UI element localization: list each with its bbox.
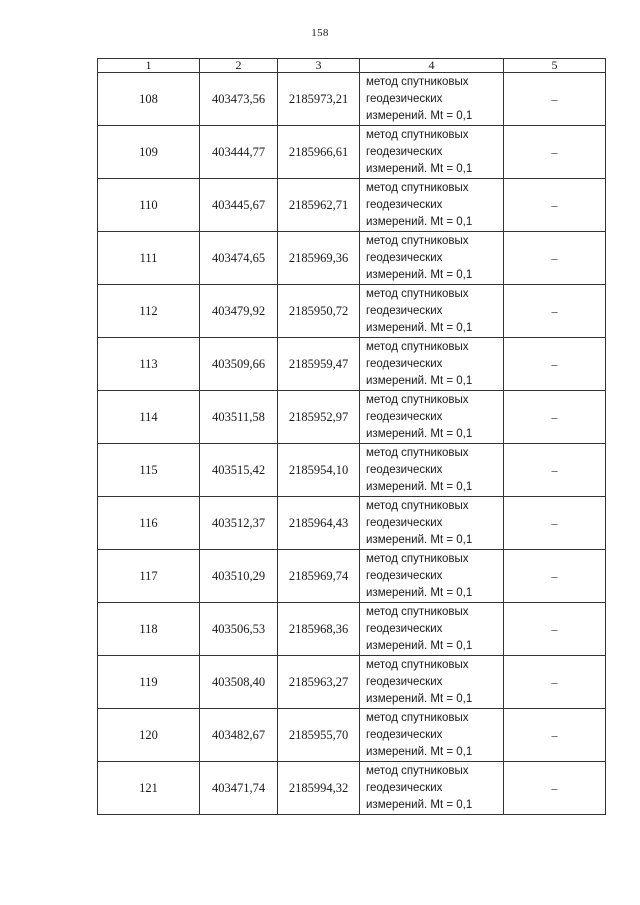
table-row: [98, 709, 606, 762]
table-row: [98, 444, 606, 497]
method-line: измерений. Mt = 0,1: [366, 586, 473, 599]
method-line: геодезических: [366, 145, 443, 158]
method-line: геодезических: [366, 675, 443, 688]
method-line: метод спутниковых: [366, 128, 469, 141]
y-coordinate-cell: 2185973,21: [278, 73, 360, 126]
header-row: [98, 59, 606, 73]
y-coordinate-cell: 2185950,72: [278, 285, 360, 338]
method-cell: [360, 709, 504, 762]
note-cell: –: [504, 232, 606, 285]
y-coordinate-cell: 2185964,43: [278, 497, 360, 550]
method-cell: [360, 762, 504, 815]
point-number-cell: 109: [98, 126, 200, 179]
method-line: метод спутниковых: [366, 605, 469, 618]
x-coordinate-cell: 403515,42: [200, 444, 278, 497]
note-cell: –: [504, 338, 606, 391]
note-cell: –: [504, 709, 606, 762]
x-coordinate-cell: 403511,58: [200, 391, 278, 444]
method-line: метод спутниковых: [366, 181, 469, 194]
method-line: метод спутниковых: [366, 393, 469, 406]
point-number-cell: 108: [98, 73, 200, 126]
header-col-1: 1: [98, 59, 200, 73]
note-cell: –: [504, 603, 606, 656]
header-col-4: 4: [360, 59, 504, 73]
method-cell: [360, 285, 504, 338]
method-line: геодезических: [366, 516, 443, 529]
method-line: метод спутниковых: [366, 75, 469, 88]
note-cell: –: [504, 179, 606, 232]
method-cell: [360, 656, 504, 709]
y-coordinate-cell: 2185955,70: [278, 709, 360, 762]
method-line: измерений. Mt = 0,1: [366, 427, 473, 440]
table-row: [98, 338, 606, 391]
method-cell: [360, 391, 504, 444]
table-row: [98, 391, 606, 444]
x-coordinate-cell: 403510,29: [200, 550, 278, 603]
x-coordinate-cell: 403445,67: [200, 179, 278, 232]
x-coordinate-cell: 403482,67: [200, 709, 278, 762]
point-number-cell: 113: [98, 338, 200, 391]
method-line: геодезических: [366, 304, 443, 317]
point-number-cell: 117: [98, 550, 200, 603]
point-number-cell: 121: [98, 762, 200, 815]
method-line: измерений. Mt = 0,1: [366, 480, 473, 493]
point-number-cell: 114: [98, 391, 200, 444]
method-line: геодезических: [366, 357, 443, 370]
x-coordinate-cell: 403471,74: [200, 762, 278, 815]
table-header: [98, 59, 606, 73]
method-line: измерений. Mt = 0,1: [366, 798, 473, 811]
y-coordinate-cell: 2185952,97: [278, 391, 360, 444]
y-coordinate-cell: 2185963,27: [278, 656, 360, 709]
method-cell: [360, 179, 504, 232]
x-coordinate-cell: 403479,92: [200, 285, 278, 338]
coordinates-table: [97, 58, 606, 815]
method-line: геодезических: [366, 781, 443, 794]
table-row: [98, 126, 606, 179]
method-line: геодезических: [366, 410, 443, 423]
header-col-2: 2: [200, 59, 278, 73]
table-row: [98, 550, 606, 603]
method-line: геодезических: [366, 198, 443, 211]
y-coordinate-cell: 2185959,47: [278, 338, 360, 391]
y-coordinate-cell: 2185994,32: [278, 762, 360, 815]
x-coordinate-cell: 403444,77: [200, 126, 278, 179]
method-line: метод спутниковых: [366, 340, 469, 353]
header-col-5: 5: [504, 59, 606, 73]
x-coordinate-cell: 403508,40: [200, 656, 278, 709]
x-coordinate-cell: 403474,65: [200, 232, 278, 285]
point-number-cell: 112: [98, 285, 200, 338]
x-coordinate-cell: 403506,53: [200, 603, 278, 656]
method-cell: [360, 444, 504, 497]
point-number-cell: 116: [98, 497, 200, 550]
point-number-cell: 111: [98, 232, 200, 285]
note-cell: –: [504, 550, 606, 603]
method-line: метод спутниковых: [366, 711, 469, 724]
method-line: метод спутниковых: [366, 234, 469, 247]
table-row: [98, 497, 606, 550]
method-line: измерений. Mt = 0,1: [366, 374, 473, 387]
note-cell: –: [504, 285, 606, 338]
method-line: измерений. Mt = 0,1: [366, 533, 473, 546]
method-line: метод спутниковых: [366, 499, 469, 512]
note-cell: –: [504, 444, 606, 497]
method-cell: [360, 126, 504, 179]
method-line: измерений. Mt = 0,1: [366, 639, 473, 652]
y-coordinate-cell: 2185968,36: [278, 603, 360, 656]
note-cell: –: [504, 391, 606, 444]
method-cell: [360, 338, 504, 391]
y-coordinate-cell: 2185954,10: [278, 444, 360, 497]
method-cell: [360, 550, 504, 603]
note-cell: –: [504, 762, 606, 815]
method-line: измерений. Mt = 0,1: [366, 268, 473, 281]
note-cell: –: [504, 656, 606, 709]
method-line: измерений. Mt = 0,1: [366, 321, 473, 334]
table-row: [98, 179, 606, 232]
method-line: метод спутниковых: [366, 287, 469, 300]
page-number: 158: [311, 27, 329, 39]
method-line: геодезических: [366, 569, 443, 582]
method-line: геодезических: [366, 463, 443, 476]
x-coordinate-cell: 403512,37: [200, 497, 278, 550]
point-number-cell: 115: [98, 444, 200, 497]
method-line: метод спутниковых: [366, 764, 469, 777]
method-line: измерений. Mt = 0,1: [366, 745, 473, 758]
method-line: измерений. Mt = 0,1: [366, 162, 473, 175]
method-line: геодезических: [366, 728, 443, 741]
point-number-cell: 120: [98, 709, 200, 762]
x-coordinate-cell: 403509,66: [200, 338, 278, 391]
table-body: [98, 73, 606, 815]
table-row: [98, 603, 606, 656]
y-coordinate-cell: 2185969,74: [278, 550, 360, 603]
method-line: геодезических: [366, 622, 443, 635]
point-number-cell: 118: [98, 603, 200, 656]
y-coordinate-cell: 2185966,61: [278, 126, 360, 179]
note-cell: –: [504, 126, 606, 179]
method-line: измерений. Mt = 0,1: [366, 692, 473, 705]
point-number-cell: 110: [98, 179, 200, 232]
point-number-cell: 119: [98, 656, 200, 709]
y-coordinate-cell: 2185962,71: [278, 179, 360, 232]
method-line: геодезических: [366, 251, 443, 264]
method-line: метод спутниковых: [366, 658, 469, 671]
table-row: [98, 285, 606, 338]
note-cell: –: [504, 73, 606, 126]
method-cell: [360, 73, 504, 126]
method-line: измерений. Mt = 0,1: [366, 109, 473, 122]
method-line: метод спутниковых: [366, 446, 469, 459]
method-cell: [360, 603, 504, 656]
table-row: [98, 762, 606, 815]
table-row: [98, 73, 606, 126]
note-cell: –: [504, 497, 606, 550]
table-row: [98, 656, 606, 709]
method-line: измерений. Mt = 0,1: [366, 215, 473, 228]
method-line: метод спутниковых: [366, 552, 469, 565]
method-line: геодезических: [366, 92, 443, 105]
method-cell: [360, 232, 504, 285]
header-col-3: 3: [278, 59, 360, 73]
method-cell: [360, 497, 504, 550]
table-row: [98, 232, 606, 285]
y-coordinate-cell: 2185969,36: [278, 232, 360, 285]
x-coordinate-cell: 403473,56: [200, 73, 278, 126]
